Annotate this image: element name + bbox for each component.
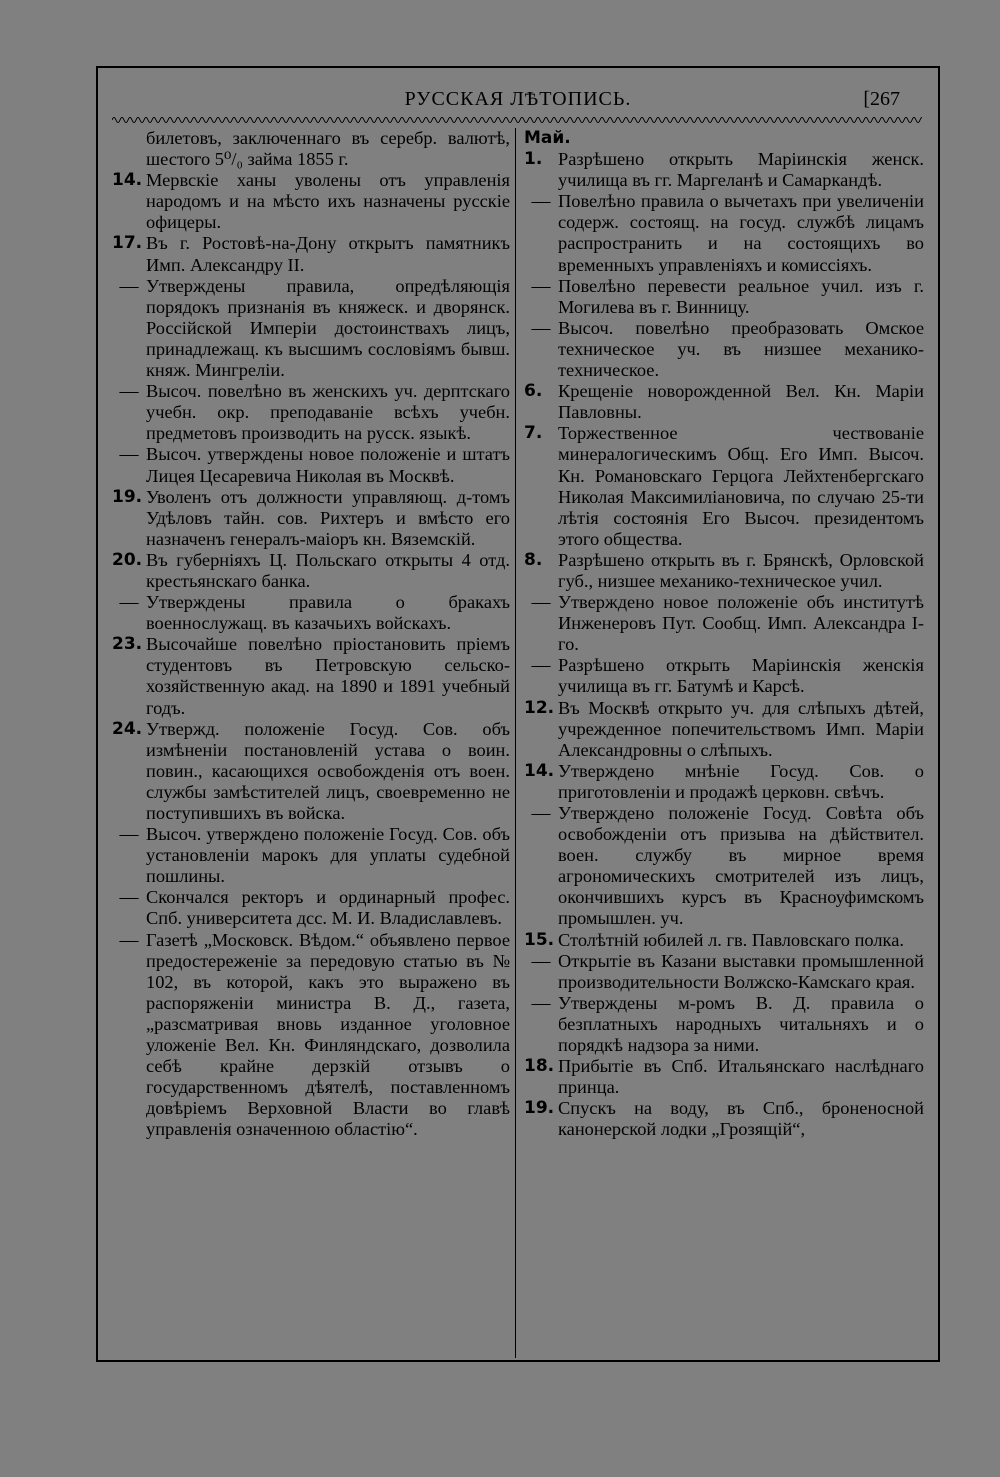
chronicle-entry [112, 487, 510, 550]
entry-text: Высочайше повелѣно пріостановить пріемъ студентовъ въ Петровскую сельско-хозяйственную акад. на 1890 и 1891 учебный годъ. [146, 634, 510, 718]
entry-date: 19. [112, 486, 143, 507]
entry-text: Открытіе въ Казани выставки промышленной производительности Волжско-Камскаго края. [558, 950, 924, 992]
chronicle-entry [112, 719, 510, 824]
chronicle-entry [112, 634, 510, 718]
entry-text: Высоч. повелѣно въ женскихъ уч. дерптскаго учебн. окр. преподаваніе всѣхъ учебн. предметовъ производить на русск. языкѣ. [146, 381, 510, 444]
chronicle-entry [524, 318, 924, 381]
entry-text: Скончался ректоръ и ординарный профес. Спб. университета дсс. М. И. Владиславлевъ. [146, 887, 510, 929]
entry-dash: — [119, 824, 139, 846]
chronicle-entry [524, 423, 924, 550]
entry-text: Повелѣно перевести реальное учил. изъ г. Могилева въ г. Винницу. [558, 275, 924, 317]
chronicle-entry [524, 276, 924, 318]
chronicle-entry [112, 381, 510, 444]
entry-text: Утверждены м-ромъ В. Д. правила о безплатныхъ народныхъ читальняхъ и о порядкѣ надзора за ними. [558, 992, 924, 1056]
entry-text: Утверждены правила о бракахъ военнослужащ. въ казачьихъ войскахъ. [146, 592, 510, 634]
entry-text: Высоч. утверждены новое положеніе и штатъ Лицея Цесаревича Николая въ Москвѣ. [146, 444, 510, 486]
chronicle-entry [524, 191, 924, 275]
chronicle-entry [524, 592, 924, 655]
chronicle-entry [524, 550, 924, 592]
entry-dash: — [531, 655, 551, 677]
entry-date: 23. [112, 634, 143, 655]
entry-text: Газетѣ „Московск. Вѣдом.“ объявлено первое предостереженіе за передовую статью въ № 102, въ которой, какъ это выражено въ распоряженіи министра В. Д., газета, „разсматривая вновь изданное уголовное уложеніе Вел. Кн. Финляндскаго, дозволила себѣ крайне дерзкій отзывъ о государственномъ дѣятелѣ, поставленномъ довѣріемъ Верховной Власти во главѣ управленія означенною областію“. [146, 929, 510, 1140]
entry-dash: — [531, 317, 551, 339]
chronicle-entry [524, 1056, 924, 1098]
chronicle-entry [524, 951, 924, 993]
chronicle-entry [524, 149, 924, 191]
chronicle-entry [112, 592, 510, 634]
entry-dash: — [531, 275, 551, 297]
chronicle-entry [112, 276, 510, 381]
chronicle-entry [524, 1098, 924, 1140]
chronicle-entry [112, 444, 510, 486]
entry-dash: — [531, 950, 551, 972]
page-header [96, 84, 940, 114]
entry-dash: — [119, 275, 139, 297]
entry-date: 24. [112, 718, 143, 739]
entry-date: 14. [112, 170, 143, 191]
entry-text: Утверждено мнѣніе Госуд. Сов. о приготовленіи и продажѣ церковн. свѣчъ. [558, 760, 924, 802]
entry-text: Разрѣшено открыть Маріинскія женскія училища въ гг. Батумѣ и Карсѣ. [558, 655, 924, 697]
running-title: РУССКАЯ ЛѢТОПИСЬ. [404, 88, 632, 110]
column-divider [515, 128, 516, 1358]
chronicle-entry [524, 655, 924, 697]
entry-text: Уволенъ отъ должности управляющ. д-томъ Удѣловъ тайн. сов. Рихтеръ и вмѣсто его назначенъ генералъ-маіоръ кн. Вяземскій. [146, 486, 510, 549]
entry-dash: — [531, 992, 551, 1014]
entry-text: Утверждено новое положеніе объ институтѣ Инженеровъ Пут. Сообщ. Имп. Александра I-го. [558, 592, 924, 655]
chronicle-entry [112, 170, 510, 233]
chronicle-entry [112, 824, 510, 887]
entry-dash: — [119, 929, 139, 951]
chronicle-entry [524, 930, 924, 951]
entry-date: 7. [524, 423, 543, 444]
left-column [112, 128, 510, 1141]
entry-dash: — [119, 592, 139, 614]
entry-date: 15. [524, 929, 555, 950]
entry-text: Повелѣно правила о вычетахъ при увеличеніи содерж. состоящ. на госуд. службѣ лицамъ распространить и на состоящихъ во временныхъ управленіяхъ и комиссіяхъ. [558, 191, 924, 275]
entry-text: Въ г. Ростовѣ-на-Дону открытъ памятникъ Имп. Александру II. [146, 233, 510, 275]
entry-text: Утверждено положеніе Госуд. Совѣта объ освобожденіи отъ призыва на дѣйствител. воен. службу въ мирное время агрономическихъ смотрителей изъ лицъ, окончившихъ курсъ въ Красноуфимскомъ промышлен. уч. [558, 803, 924, 929]
entry-date: 6. [524, 381, 543, 402]
chronicle-entry [524, 698, 924, 761]
chronicle-entry [524, 761, 924, 803]
page-number: [267 [863, 88, 900, 110]
entry-text: Высоч. повелѣно преобразовать Омское техническое уч. въ низшее механико-техническое. [558, 317, 924, 381]
entry-date: 17. [112, 233, 143, 254]
chronicle-entry [112, 930, 510, 1141]
entry-text: Торжественное чествованіе минералогическимъ Общ. Его Имп. Высоч. Кн. Романовскаго Герцога Лейхтенбергскаго Николая Максимиліановича, по случаю 25-ти лѣтія состоянія Его Высоч. президентомъ этого общества. [558, 423, 924, 549]
entry-text: Разрѣшено открыть Маріинскія женск. училища въ гг. Маргеланѣ и Самаркандѣ. [558, 149, 924, 191]
entry-date: 19. [524, 1098, 555, 1119]
chronicle-entry [524, 803, 924, 930]
chronicle-entry [112, 550, 510, 592]
entry-text: Утверждены правила, опредѣляющія порядокъ признанія въ княжеск. и дворянск. Россійской Имперіи достоинствахъ лицъ, принадлежащ. къ высшимъ сословіямъ бывш. княж. Мингреліи. [146, 275, 510, 381]
entry-text: Въ губерніяхъ Ц. Польскаго открыты 4 отд. крестьянскаго банка. [146, 549, 510, 591]
entry-date: 18. [524, 1056, 555, 1077]
chronicle-entry [524, 993, 924, 1056]
chronicle-entry [112, 233, 510, 275]
entry-dash: — [531, 191, 551, 213]
entry-dash: — [119, 381, 139, 403]
entry-dash: — [531, 803, 551, 824]
chronicle-entry [524, 381, 924, 423]
entry-text: Въ Москвѣ открыто уч. для слѣпыхъ дѣтей, учрежденное попечительствомъ Имп. Маріи Александровны о слѣпыхъ. [558, 697, 924, 760]
entry-text: Спускъ на воду, въ Спб., броненосной канонерской лодки „Грозящій“, [558, 1098, 924, 1140]
chronicle-entry [112, 887, 510, 929]
entry-text: Высоч. утверждено положеніе Госуд. Сов. объ установленіи марокъ для уплаты судебной пошлины. [146, 824, 510, 887]
entry-continuation: билетовъ, заключеннаго въ серебр. валютѣ, шестого 5⁰/₀ займа 1855 г. [146, 128, 510, 170]
month-heading: Май. [524, 128, 571, 148]
entry-date: 14. [524, 760, 555, 781]
entry-dash: — [119, 887, 139, 909]
entry-text: Разрѣшено открыть въ г. Брянскѣ, Орловской губ., низшее механико-техническое учил. [558, 549, 924, 591]
entry-text: Столѣтній юбилей л. гв. Павловскаго полка. [558, 929, 904, 950]
entry-text: Мервскіе ханы уволены отъ управленія народомъ и на мѣсто ихъ назначены русскіе офицеры. [146, 170, 510, 233]
entry-date: 12. [524, 697, 555, 718]
entry-dash: — [531, 592, 551, 614]
entry-date: 20. [112, 549, 143, 570]
entry-text: Утвержд. положеніе Госуд. Сов. объ измѣненіи постановленій устава о воин. повин., касающихся освобожденія отъ воен. службы замѣстителей лицъ, своевременно не поступившихъ въ войска. [146, 718, 510, 823]
entry-date: 1. [524, 149, 543, 170]
entry-dash: — [119, 444, 139, 466]
wavy-rule [112, 114, 922, 126]
entry-date: 8. [524, 549, 543, 570]
right-column [524, 128, 924, 1141]
entry-text: Прибытіе въ Спб. Итальянскаго наслѣднаго принца. [558, 1056, 924, 1098]
entry-text: Крещеніе новорожденной Вел. Кн. Маріи Павловны. [558, 381, 924, 423]
